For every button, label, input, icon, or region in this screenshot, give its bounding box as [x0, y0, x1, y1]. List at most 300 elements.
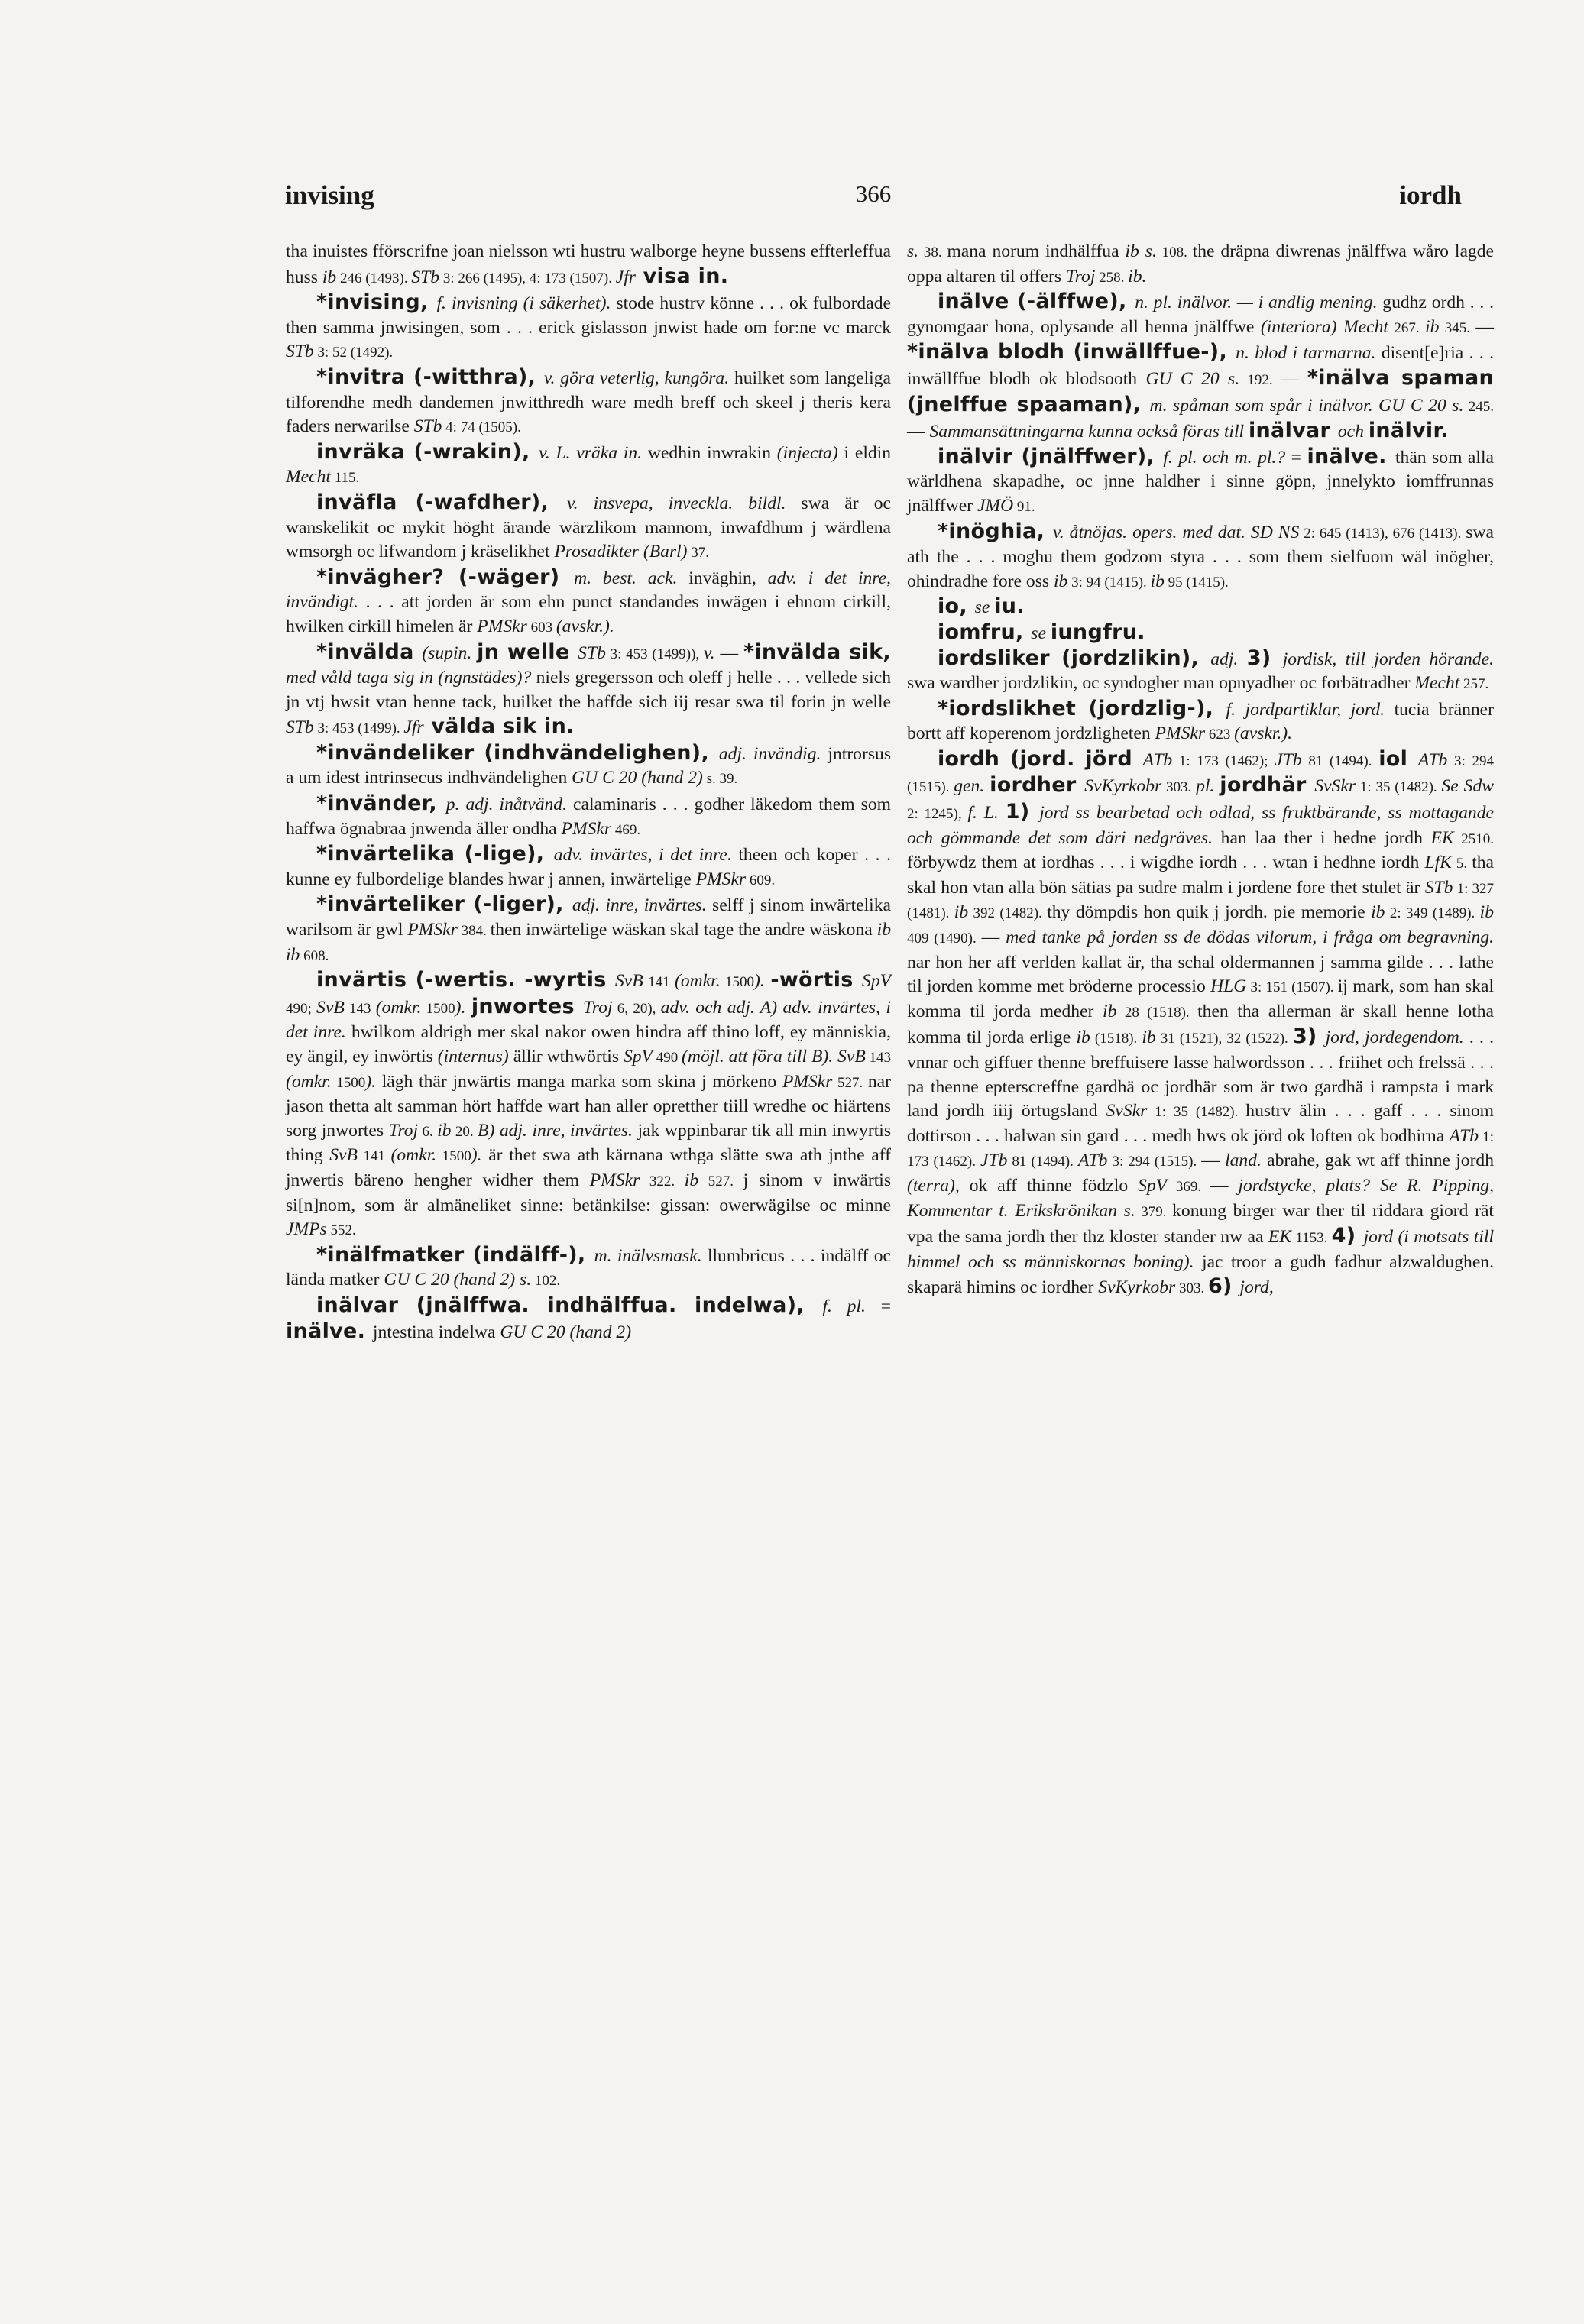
entry-text: 303. — [1161, 779, 1197, 796]
entry-text: SvKyrkobr — [1098, 1277, 1176, 1298]
running-header — [285, 180, 1462, 226]
entry-text: jntrorsus a um idest intrinsecus indhvändelighen — [286, 743, 891, 788]
headword: 1) — [1005, 800, 1040, 824]
entry-text: — — [907, 422, 930, 442]
entry-text: 322. — [640, 1173, 685, 1190]
dictionary-entry — [907, 520, 1494, 595]
entry-text: SvSkr — [1106, 1101, 1148, 1122]
entry-text: theen och koper . . . kunne ey fulbordelige blandes hwar j annen, inwärtelige — [286, 845, 891, 889]
entry-text: ib — [1053, 571, 1068, 591]
entry-text: 246 (1493). — [336, 270, 412, 286]
dictionary-entry — [907, 620, 1494, 646]
entry-text: (avskr.). — [1234, 723, 1293, 744]
entry-text: Troj — [1065, 266, 1096, 286]
entry-text: 20. — [451, 1123, 478, 1140]
entry-text: s. — [520, 1270, 532, 1290]
entry-text: Prosadikter (Barl) — [554, 542, 688, 562]
entry-text: 409 (1490). — [907, 931, 982, 947]
entry-text: (terra), — [907, 1175, 970, 1196]
entry-text: adv. i det inre, invändigt. — [286, 568, 891, 613]
entry-text: ib. — [1128, 266, 1147, 286]
entry-text: — — [1210, 1175, 1239, 1196]
entry-text: wedhin inwrakin — [647, 442, 777, 463]
entry-text: 1500 — [720, 974, 755, 991]
headword: iungfru. — [1050, 620, 1145, 644]
left-column — [286, 240, 891, 1345]
headword: inväfla (-wafdher), — [316, 490, 567, 514]
headword: iomfru, — [938, 620, 1032, 644]
entry-text: jordisk, till jorden hörande. — [1282, 649, 1494, 669]
entry-text: PMSkr — [561, 818, 612, 839]
entry-text: n. blod i tarmarna. — [1236, 343, 1382, 364]
entry-text: 102. — [531, 1273, 561, 1290]
headword: inälve. — [1307, 444, 1395, 468]
entry-text: 38. — [918, 244, 947, 261]
entry-text: adv. och adj. A) adv. invärtes, i det inre. — [286, 997, 891, 1043]
entry-text: m. spåman som spår i inälvor. GU C 20 s. — [1149, 395, 1464, 416]
entry-text: 245. — [1463, 398, 1494, 415]
entry-text: PMSkr — [1155, 723, 1206, 744]
entry-text: ib — [684, 1170, 699, 1190]
headword: *invägher? (-wäger) — [316, 565, 575, 589]
entry-text: 3: 294 (1515). — [1107, 1154, 1202, 1170]
entry-text: ok aff thinne födzlo — [969, 1175, 1139, 1196]
entry-text: — — [981, 927, 1006, 948]
entry-text: ). — [365, 1071, 382, 1092]
right-column — [907, 240, 1494, 1301]
entry-text: ällir wthwörtis — [508, 1047, 624, 1067]
entry-text: huilket som langeliga tilforendhe medh dandemen jnwitthredh ware medh breff och skeel j theris kera faders nerwarilse — [286, 367, 891, 437]
entry-text: llumbricus . . . indälff oc lända matker — [286, 1245, 891, 1290]
entry-text: jak wppinbarar tik all min inwyrtis thing — [286, 1120, 892, 1166]
headword: *invärtelika (-lige), — [316, 842, 554, 866]
entry-text: (interiora) Mecht — [1260, 316, 1388, 337]
entry-text: f. invisning (i säkerhet). — [436, 293, 617, 314]
entry-text: se — [1031, 623, 1051, 643]
entry-text: B) adj. inre, invärtes. — [478, 1120, 638, 1141]
dictionary-entry — [286, 290, 891, 365]
entry-text: s. 39. — [702, 771, 738, 788]
entry-text: ib s. — [1125, 241, 1157, 261]
entry-text: tha inuistes fförscrifne joan nielsson wti hustru walborge heyne bussens effterleffua huss — [286, 241, 891, 287]
dictionary-entry — [286, 640, 891, 741]
dictionary-entry — [286, 365, 891, 440]
entry-text: 527. — [698, 1173, 743, 1190]
entry-text: Troj — [388, 1120, 419, 1141]
headword: *invising, — [316, 290, 437, 315]
headword: iordsliker (jordzlikin), — [938, 646, 1211, 670]
entry-text: 141 — [357, 1148, 391, 1165]
entry-text: 141 — [643, 974, 675, 991]
entry-text: then inwärtelige wäskan skal tage the andre wäskona — [490, 920, 877, 940]
entry-text: 3: 151 (1507). — [1246, 979, 1338, 996]
entry-text: adj. inre, invärtes. — [572, 895, 713, 916]
dictionary-entry — [907, 747, 1494, 1301]
entry-text: jord, jordegendom. — [1325, 1028, 1469, 1048]
entry-text: 392 (1482). — [968, 905, 1048, 922]
entry-text: jntestina indelwa — [372, 1322, 500, 1342]
entry-text: PMSkr — [407, 920, 458, 940]
entry-text: swa ath the . . . moghu them godzom styra . . . som them sielfuom wäl inögher, ohindradhe fore oss — [907, 522, 1494, 591]
entry-text: LfK — [1424, 853, 1452, 873]
entry-text: 1153. — [1291, 1230, 1332, 1247]
entry-text: SvSkr — [1314, 776, 1356, 797]
headword: inälvir. — [1368, 419, 1449, 443]
entry-text: m. inälvsmask. — [594, 1245, 708, 1266]
entry-text: (omkr. — [286, 1071, 332, 1092]
entry-text: — — [720, 642, 743, 663]
entry-text: STb — [286, 717, 314, 738]
entry-text: ib — [876, 920, 891, 940]
entry-text: = — [1291, 447, 1307, 468]
entry-text: abrahe, gak wt aff thinne jordh — [1267, 1151, 1495, 1171]
entry-text: then tha allerman är skall henne lotha komma til jorda erlige — [907, 1001, 1494, 1048]
entry-text: SpV — [862, 971, 892, 992]
entry-text: jordstycke, plats? Se R. Pipping, Kommentar t. Erikskrönikan s. — [907, 1175, 1494, 1221]
entry-text: 552. — [326, 1222, 356, 1239]
entry-text: ib — [1479, 902, 1495, 923]
entry-text: 384. — [457, 923, 491, 940]
entry-text: konung birger war ther til riddara giord rät vpa the sama jordh ther thz kloster stander nw aa — [907, 1200, 1494, 1248]
entry-text: (omkr. — [375, 997, 422, 1018]
dictionary-entry — [907, 594, 1494, 620]
entry-text: — — [1201, 1151, 1226, 1171]
entry-text: gen. — [954, 776, 990, 797]
entry-text: STb — [411, 267, 440, 287]
entry-text: JMÖ — [977, 495, 1014, 516]
headword: *invändeliker (indhvändelighen), — [316, 740, 719, 765]
entry-text: STb — [1424, 877, 1453, 898]
entry-text: swa är oc wanskelikit oc mykit höght ärande wärzlikom mannom, inwafdhum j wärdlena wmsorgh oc lifwandom j kräselikhet — [286, 493, 891, 562]
entry-text: 143 — [344, 1000, 376, 1017]
entry-text: — — [1280, 368, 1307, 389]
headword: *invälda sik, — [743, 639, 891, 664]
entry-text: tucia bränner bortt aff koperenom jordzligheten — [907, 699, 1494, 744]
dictionary-entry — [286, 741, 891, 791]
entry-text: niels gregersson och oleff j helle . . . vellede sich jn vtj hwsit vtan henne tack, huilket the haffde sich iij resar swa til forin jn welle — [286, 668, 891, 712]
entry-text: SvKyrkobr — [1084, 776, 1162, 797]
headword: invräka (-wrakin), — [316, 439, 539, 464]
headword: io, — [938, 594, 975, 619]
headword: *invänder, — [316, 791, 446, 816]
entry-text: ATb — [1142, 749, 1173, 770]
entry-text: 527. — [832, 1074, 868, 1091]
entry-text: . . . att jorden är som ehn punct standandes inwägen i ehnom cirkill, hwilken cirkill himelen är — [286, 592, 891, 636]
entry-text: ib — [954, 902, 969, 923]
dictionary-entry — [286, 440, 891, 490]
entry-text: 28 (1518). — [1116, 1004, 1198, 1021]
entry-text: land. — [1225, 1151, 1268, 1171]
entry-text: adj. — [1210, 649, 1247, 669]
header-right-word: iordh — [1399, 180, 1462, 210]
entry-text: med våld taga sig in (ngnstädes)? — [286, 668, 536, 688]
dictionary-entry — [907, 240, 1494, 290]
entry-text: 108. — [1156, 244, 1193, 261]
headword: jnwortes — [471, 994, 584, 1018]
entry-text: mana norum indhälffua — [947, 241, 1126, 261]
page-number: 366 — [855, 180, 892, 207]
headword: *inälva blodh (inwällffue-), — [907, 340, 1236, 364]
entry-text: Sammansättningarna kunna också föras till — [929, 422, 1245, 442]
entry-text: n. pl. inälvor. — i andlig mening. — [1135, 293, 1383, 313]
entry-text: 369. — [1167, 1178, 1210, 1195]
entry-text: swa wardher jordzlikin, oc syndogher man opnyadher oc forbätradher — [907, 673, 1415, 694]
entry-text: 4: 74 (1505). — [442, 419, 521, 436]
dictionary-entry — [286, 842, 891, 892]
entry-text: inväghin, — [688, 568, 768, 588]
entry-text: 3: 453 (1499). — [313, 720, 404, 737]
entry-text: 91. — [1013, 498, 1035, 515]
headword: -wörtis — [770, 968, 863, 992]
entry-text: ib — [1103, 1001, 1117, 1021]
entry-text: JTb — [1275, 749, 1302, 770]
entry-text: SpV — [623, 1047, 653, 1067]
entry-text: EK — [1268, 1227, 1292, 1248]
entry-text: SpV — [1138, 1175, 1168, 1196]
entry-text: 1: 35 (1482). — [1147, 1104, 1246, 1121]
entry-text: SvB — [614, 971, 643, 992]
dictionary-entry — [286, 1243, 891, 1293]
entry-text: ). — [471, 1145, 489, 1166]
entry-text: 303. — [1175, 1280, 1208, 1297]
headword: *inälva spaman (jnelffue spaaman), — [907, 365, 1494, 416]
dictionary-entry — [286, 240, 891, 290]
headword: visa in. — [635, 264, 729, 288]
entry-text: thän som alla wärldhena skapadhe, oc jnne haldher i sinne göpn, jnnelykto iomffrunnas jnälffwer — [907, 447, 1494, 516]
entry-text: s. — [907, 241, 919, 261]
entry-text: s. — [1228, 368, 1240, 389]
dictionary-entry — [286, 565, 891, 640]
dictionary-entry — [286, 791, 891, 842]
entry-text: m. best. ack. — [574, 568, 689, 588]
headword: iordh (jord. jörd — [938, 746, 1143, 771]
entry-text: (1518). — [1090, 1031, 1142, 1047]
entry-text: 95 (1415). — [1164, 574, 1229, 591]
entry-text: med tanke på jorden ss de dödas vilorum, i fråga om begravning. — [1006, 927, 1494, 948]
header-left-word: invising — [285, 180, 374, 210]
entry-text: 490; — [286, 1000, 317, 1017]
entry-text: v. — [703, 642, 721, 663]
entry-text: disent[e]ria . . . inwällffue blodh ok blodsooth — [907, 343, 1494, 389]
entry-text: 1: 173 (1462); — [1172, 753, 1275, 769]
headword: inälve (-älffwe), — [938, 290, 1135, 314]
entry-text: GU C 20 (hand 2) — [384, 1270, 516, 1290]
entry-text: 608. — [300, 947, 329, 964]
entry-text: stode hustrv könne . . . ok fulbordade then samma jnwisingen, som . . . erick gislasson jnwist hade om for:ne vc marck — [286, 293, 891, 338]
entry-text: 379. — [1135, 1203, 1173, 1220]
headword: inälvir (jnälffwer), — [938, 444, 1164, 468]
entry-text: f. pl. — [822, 1296, 881, 1316]
entry-text: f. L. — [967, 803, 1006, 824]
entry-text: jord (i motsats till himmel och ss människornas boning). — [907, 1227, 1494, 1272]
entry-text: STb — [286, 341, 314, 362]
entry-text: . . . vnnar och giffuer thenne breffuisere lasse halwordsson . . . friihet och frelssä . . . pa thenne epterscreffne gardhä oc jordhär som är two gardhä i rampsta i mark land jordh iiij örtugsland — [907, 1028, 1495, 1122]
entry-text: jac troor a gudh fadhur alzwaldughen. skaparä himins oc iordher — [907, 1251, 1494, 1298]
entry-text: 81 (1494). — [1301, 753, 1379, 769]
headword: 3) — [1246, 646, 1283, 670]
entry-text: ij mark, som han skal komma til jorda medher — [907, 976, 1495, 1021]
entry-text: 1500 — [331, 1074, 366, 1091]
headword: invärtis (-wertis. -wyrtis — [316, 968, 615, 992]
headword: inälvar — [1248, 419, 1338, 443]
entry-text: STb — [413, 416, 442, 437]
entry-text: JMPs — [286, 1219, 327, 1240]
entry-text: (omkr. — [674, 971, 721, 992]
entry-text: PMSkr — [589, 1170, 640, 1190]
entry-text: (avskr.). — [556, 616, 614, 636]
headword: iordher — [990, 773, 1085, 798]
entry-text: jord ss bearbetad och odlad, ss fruktbärande, ss mottagande och gömmande det som däri nedgräves. — [907, 803, 1494, 848]
entry-text: jord, — [1239, 1277, 1274, 1298]
entry-text: förbywdz them at iordhas . . . i wigdhe iordh . . . wtan i hedhne iordh — [907, 853, 1425, 873]
entry-text: pl. — [1196, 776, 1220, 797]
entry-text: Jfr — [403, 717, 424, 738]
entry-text: GU C 20 — [1145, 368, 1220, 389]
entry-text: j sinom v inwärtis si[n]nom, som är almäneliket sinne: betänkilse: gissan: owerwägilse oc minne — [286, 1170, 891, 1215]
entry-text: 2: 1245), — [907, 806, 968, 823]
headword: 3) — [1292, 1024, 1326, 1049]
entry-text: v. L. vräka in. — [539, 442, 648, 463]
entry-text: GU C 20 (hand 2) — [500, 1322, 632, 1342]
entry-text: the dräpna diwrenas jnälffwa wåro lagde oppa altaren til offers — [907, 241, 1495, 286]
entry-text: HLG — [1210, 976, 1247, 997]
entry-text: se — [974, 597, 995, 618]
entry-text: 37. — [687, 545, 710, 562]
entry-text: 490 — [652, 1050, 682, 1066]
entry-text: 5. — [1451, 856, 1472, 872]
entry-text — [1220, 369, 1228, 389]
entry-text: 609. — [746, 872, 776, 888]
entry-text: 192. — [1239, 371, 1281, 388]
entry-text: = — [880, 1296, 891, 1316]
entry-text: (internus) — [437, 1047, 509, 1067]
entry-text: 1: 327 (1481). — [907, 880, 1494, 922]
entry-text: SvB — [329, 1145, 358, 1166]
entry-text: ATb — [1077, 1151, 1108, 1171]
entry-text: Troj — [583, 997, 613, 1018]
entry-text: calaminaris . . . godher läkedom them som haffwa ögnabraa jnwenda äller ondha — [286, 795, 891, 839]
entry-text: v. göra veterlig, kungöra. — [543, 367, 734, 388]
entry-text: PMSkr — [477, 616, 527, 636]
entry-text: och — [1337, 422, 1369, 442]
dictionary-entry — [286, 1293, 891, 1345]
entry-text: 3: 453 (1499)), — [605, 646, 704, 662]
entry-text: PMSkr — [695, 869, 747, 889]
entry-text: selff j sinom inwärtelika warilsom är gwl — [286, 895, 892, 940]
entry-text: EK — [1430, 827, 1454, 848]
entry-text: adv. invärtes, i det inre. — [553, 845, 739, 866]
entry-text: (omkr. — [390, 1145, 437, 1166]
entry-text: ib — [1142, 1028, 1156, 1048]
entry-text: v. åtnöjas. opers. med dat. SD NS — [1052, 522, 1300, 542]
entry-text: ib — [286, 944, 300, 965]
entry-text: Mecht — [1414, 673, 1460, 694]
entry-text: GU C 20 (hand 2) — [572, 768, 703, 788]
entry-text: hwilkom aldrigh mer skal nakor owen hindra aff thino loff, ey människia, ey ängil, ey inwörtis — [286, 1022, 891, 1067]
entry-text: 1500 — [421, 1000, 455, 1017]
dictionary-entry — [286, 892, 891, 968]
headword: *invälda — [316, 639, 423, 664]
headword: välda sik in. — [423, 714, 575, 739]
dictionary-entry — [907, 646, 1494, 697]
entry-text: JTb — [980, 1151, 1008, 1171]
dictionary-entry — [286, 968, 891, 1243]
entry-text: ib — [1076, 1028, 1090, 1048]
dictionary-entry — [286, 490, 891, 565]
entry-text: v. insvepa, inveckla. bildl. — [566, 493, 802, 513]
entry-text: 1: 35 (1482). — [1356, 779, 1442, 796]
entry-text: i eldin — [837, 442, 892, 463]
entry-text: — — [1475, 316, 1494, 337]
headword: iol — [1378, 746, 1418, 771]
entry-text: p. adj. inåtvänd. — [445, 795, 574, 815]
entry-text: (möjl. att föra till B). SvB — [682, 1047, 866, 1067]
entry-text: 623 — [1205, 727, 1235, 743]
entry-text: ib — [1150, 571, 1165, 591]
entry-text: ib — [437, 1120, 452, 1141]
dictionary-entry — [907, 697, 1494, 747]
entry-text: 345. — [1439, 319, 1476, 336]
entry-text: thy dömpdis hon quik j jordh. pie memorie — [1047, 902, 1372, 923]
entry-text: 1500 — [436, 1148, 471, 1165]
entry-text: 115. — [330, 470, 360, 487]
entry-text: ib — [1425, 316, 1440, 337]
entry-text: ATb — [1417, 749, 1448, 770]
headword: jordhär — [1220, 773, 1315, 798]
entry-text: han laa ther i hedne jordh — [1220, 827, 1431, 848]
entry-text: nar hon her aff verlden kallat är, tha schal oldermannen j samma gilde . . . lathe til jorden komme met bröderne processio — [907, 952, 1494, 997]
entry-text: 2: 349 (1489). — [1385, 905, 1480, 922]
entry-text: 603 — [526, 619, 556, 636]
entry-text: 143 — [865, 1050, 892, 1066]
entry-text: 258. — [1095, 269, 1129, 286]
entry-text: ). — [754, 971, 771, 992]
headword: inälvar (jnälffwa. indhälffua. indelwa), — [316, 1293, 823, 1317]
headword: 6) — [1207, 1274, 1240, 1299]
entry-text: 2510. — [1453, 830, 1495, 847]
entry-text: ATb — [1449, 1125, 1479, 1146]
headword: *invärteliker (-liger), — [316, 892, 572, 917]
entry-text: tha skal hon vtan alla bön sätias pa sudre malm i jordene fore thet stulet är — [907, 853, 1495, 898]
entry-text: 3: 52 (1492). — [313, 345, 394, 361]
entry-text: 3: 94 (1415). — [1067, 574, 1151, 591]
entry-text: 257. — [1459, 676, 1489, 693]
entry-text: 31 (1521), 32 (1522). — [1155, 1031, 1293, 1047]
headword: *inöghia, — [938, 519, 1053, 543]
dictionary-entry — [907, 445, 1494, 520]
headword: *iordslikhet (jordzlig-), — [938, 696, 1226, 720]
headword: 4) — [1331, 1224, 1364, 1248]
entry-text: SvB — [316, 997, 345, 1018]
entry-text: ib — [1371, 902, 1385, 923]
headword: iu. — [994, 594, 1025, 619]
entry-text: 3: 294 (1515). — [907, 753, 1495, 796]
entry-text: är thet swa ath kärnana wthga slätte swa ath jnthe aff jnwertis bäreno hengher widher them — [286, 1145, 892, 1190]
entry-text: adj. invändig. — [718, 743, 828, 764]
entry-text: 6. — [418, 1123, 438, 1140]
entry-text: nar jason thetta alt samman hört haffde wart han aller opretther tiill wredhe oc hiärtens sorg jnwortes — [286, 1071, 892, 1141]
entry-text: 6, 20), — [612, 1000, 661, 1017]
entry-text: 3: 266 (1495), 4: 173 (1507). — [439, 270, 616, 286]
entry-text: ). — [455, 997, 471, 1018]
entry-text: hustrv älin . . . gaff . . . sinom dottirson . . . halwan sin gard . . . medh hws ok jörd ok loften ok bodhirna — [907, 1101, 1495, 1146]
entry-text: gudhz ordh . . . gynomgaar hona, oplysande all henna jnälffwe — [907, 293, 1495, 337]
entry-text: (supin. — [422, 642, 478, 663]
entry-text: Jfr — [615, 267, 636, 287]
entry-text: 1: 173 (1462). — [907, 1128, 1494, 1170]
entry-text: STb — [578, 642, 606, 663]
headword: *inälfmatker (indälff-), — [316, 1242, 594, 1267]
